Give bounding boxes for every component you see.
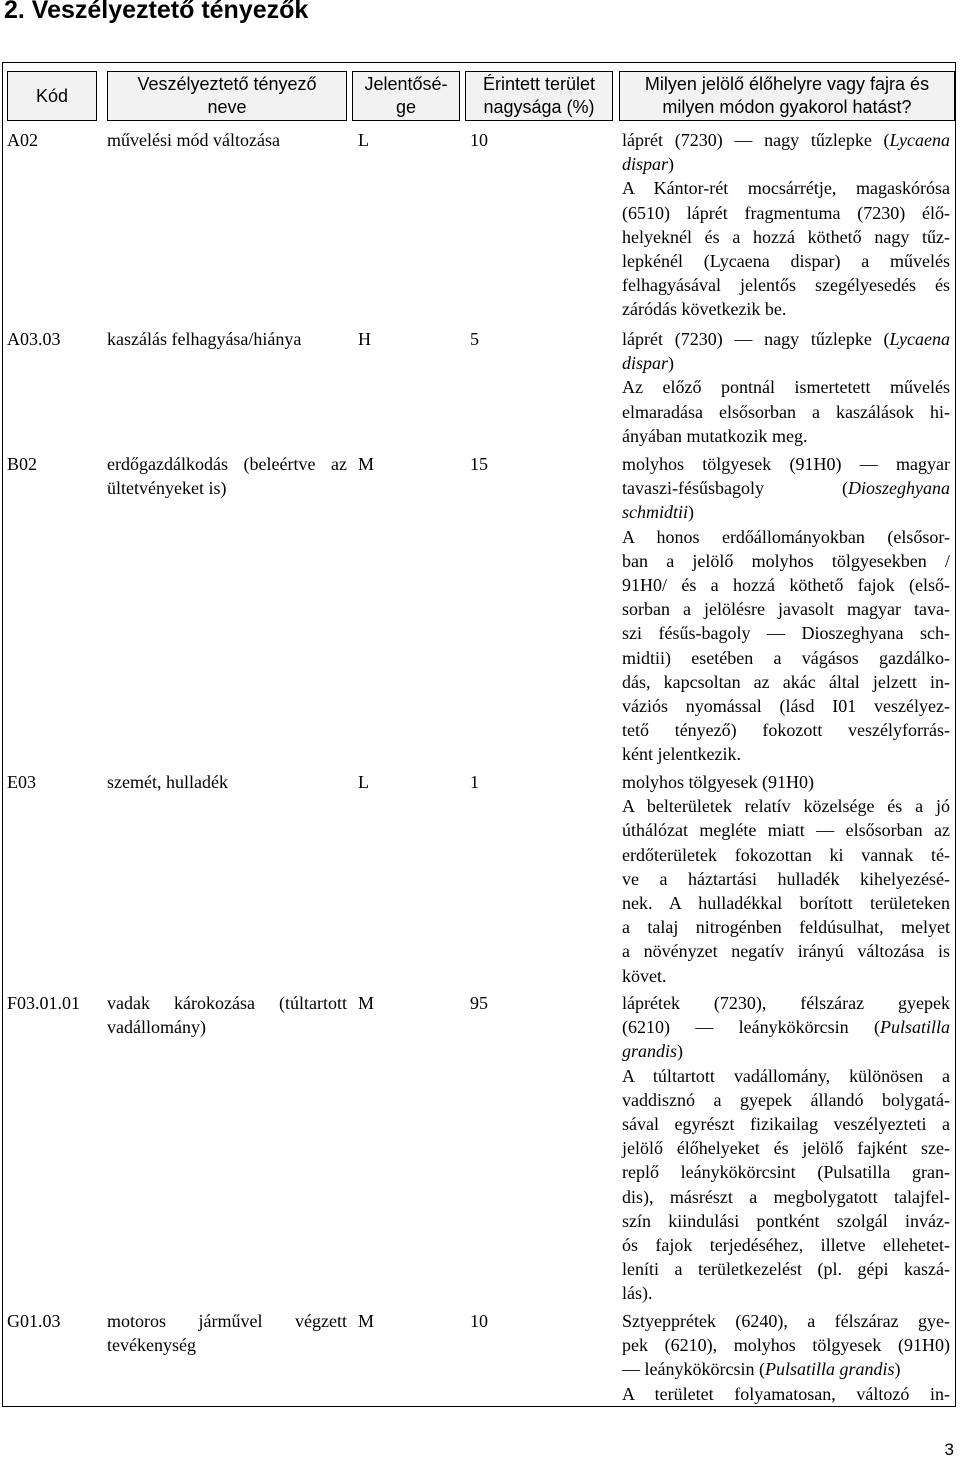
header-impact-line1: Milyen jelölő élőhelyre vagy fajra és [644,74,930,94]
target-text: ) [668,353,675,374]
target-species: dispar [622,353,669,374]
desc-line: leníti a területkezelést (pl. gépi kaszá- [622,1259,950,1280]
desc-line: Az előző pontnál ismertetett művelés [622,377,950,398]
target-species: Pulsatilla grandis [764,1359,895,1380]
target-species: Dioszeghyana [848,478,950,499]
row-impact [622,128,950,322]
target-text: láprét (7230) ― nagy tűzlepke ( [622,130,890,150]
target-species: Lycaena [889,130,950,150]
header-name-line2: neve [207,97,247,117]
row-impact [622,327,950,448]
header-area-line1: Érintett terület [482,74,596,94]
row-area: 95 [470,993,488,1013]
desc-line: lepkénél (Lycaena dispar) a művelés [622,251,950,272]
row-area: 1 [470,772,479,792]
row-impact [622,1309,950,1406]
desc-line: A túltartott vadállomány, különösen a [622,1065,950,1086]
target-line [622,1015,950,1039]
target-species: dispar [622,154,669,175]
target-species: Pulsatilla [879,1017,950,1038]
desc-line: a növényzet negatív irányú változása is [622,941,950,962]
page-number: 3 [944,1440,954,1459]
target-text: ) [668,154,675,175]
target-text: (6210) ― leánykökörcsin ( [622,1017,880,1038]
row-name: vadak károkozása (túltartott vadállomány) [107,993,347,1038]
desc-line: A területet folyamatosan, változó in- [622,1383,950,1404]
target-line [622,327,950,351]
target-species: Lycaena [889,329,950,349]
target-line [622,1357,950,1381]
target-line [622,351,950,375]
row-significance: M [358,993,375,1013]
row-impact [622,770,950,988]
row-code: E03 [7,772,36,792]
target-text: tavaszi-fésűsbagoly ( [622,478,848,499]
row-code: A03.03 [7,329,61,349]
desc-line: 91H0/ és a hozzá köthető fajok (első- [622,575,950,596]
target-text: ― leánykökörcsin ( [622,1359,765,1380]
header-code [7,71,97,121]
header-impact-line2: milyen módon gyakorol hatást? [662,97,912,117]
row-code: B02 [7,454,38,474]
desc-line: jelölő élőhelyeket és jelölő fajként sze- [622,1138,950,1159]
target-text: ) [688,502,694,523]
desc-line: sorban a jelölésre javasolt magyar tava- [622,599,950,620]
row-significance: L [358,772,369,792]
header-significance-line1: Jelentősé- [364,74,448,94]
row-code: G01.03 [7,1311,61,1331]
row-significance: M [358,454,375,474]
target-line [622,128,950,152]
target-line [622,152,950,176]
target-line: molyhos tölgyesek (91H0) [622,772,814,792]
header-significance-line2: ge [395,97,417,117]
desc-line: szín kiindulási pontként szolgál inváz- [622,1210,950,1231]
desc-line: (6510) láprét fragmentuma (7230) élő- [622,202,950,223]
header-impact [619,71,955,121]
header-area-line2: nagysága (%) [483,97,595,117]
target-line [622,476,950,500]
desc-line: A Kántor-rét mocsárrétje, magaskórósa [622,178,950,199]
desc-line: elmaradása elsősorban a kaszálások hi- [622,401,950,422]
desc-line: lás). [622,1283,653,1304]
section-title: 2. Veszélyeztető tényezők [4,0,309,24]
row-area: 10 [470,130,488,150]
desc-line: váziós nyomással (lásd I01 veszélyez- [622,696,950,717]
desc-line: A honos erdőállományokban (elsősor- [622,526,950,547]
header-significance [352,71,460,121]
desc-line: felhagyásával jelentős szegélyesedés és [622,275,950,296]
desc-line: A belterületek relatív közelsége és a jó [622,796,950,817]
desc-line: ként jelentkezik. [622,744,741,765]
desc-line: nek. A hulladékkal borított területeken [622,893,950,914]
row-name: kaszálás felhagyása/hiánya [107,329,302,349]
row-area: 10 [470,1311,488,1331]
header-code-label: Kód [35,85,69,106]
desc-line: midtii) esetében a vágásos gazdálko- [622,647,950,668]
desc-line: ve a háztartási hulladék kihelyezésé- [622,868,950,889]
target-line: Sztyepprétek (6240), a félszáraz gye- [622,1311,950,1331]
desc-line: követ. [622,965,667,986]
desc-line: ban a jelölő molyhos tölgyesekben / [622,550,950,571]
target-line: pek (6210), molyhos tölgyesek (91H0) [622,1335,950,1356]
row-significance: L [358,130,369,150]
row-code: F03.01.01 [7,993,81,1013]
target-line: molyhos tölgyesek (91H0) ― magyar [622,454,950,474]
target-text: ) [677,1041,684,1062]
target-line: láprétek (7230), félszáraz gyepek [622,993,950,1013]
row-name: motoros járművel végzett tevékenység [107,1311,347,1356]
row-name: művelési mód változása [107,130,280,150]
desc-line: szi fésűs-bagoly ― Dioszeghyana sch- [622,623,950,644]
desc-line: ányában mutatkozik meg. [622,425,808,446]
desc-line: erdőterületek fokozottan ki vannak té- [622,844,950,865]
desc-line: vaddisznó a gyepek állandó bolygatá- [622,1089,950,1110]
row-significance: H [358,329,371,349]
row-name: szemét, hulladék [107,772,228,792]
row-code: A02 [7,130,38,150]
target-text: láprét (7230) ― nagy tűzlepke ( [622,329,890,349]
desc-line: dis), másrészt a megbolygatott talajfel- [622,1186,950,1207]
header-name-line1: Veszélyeztető tényező [137,74,317,94]
desc-line: a talaj nitrogénben feldúsulhat, melyet [622,917,950,938]
row-impact [622,991,950,1306]
header-area [465,71,613,121]
desc-line: helyeknél és a hozzá köthető nagy tűz- [622,226,950,247]
desc-line: ós fajok terjedéséhez, illetve ellehetet- [622,1235,950,1256]
target-species: schmidtii [622,502,688,523]
desc-line: dás, kapcsoltan az akác által jelzett in- [622,671,950,692]
header-name [107,71,347,121]
desc-line: sával egyrészt fizikailag veszélyezteti a [622,1114,950,1135]
row-name: erdőgazdálkodás (beleértve az ültetvényeket is) [107,454,347,499]
target-text: ) [894,1359,901,1380]
target-line [622,500,950,524]
row-significance: M [358,1311,375,1331]
row-area: 15 [470,454,488,474]
desc-line: úthálózat megléte miatt ― elsősorban az [622,820,950,841]
target-line [622,1039,950,1063]
desc-line: tető tényező) fokozott veszélyforrás- [622,720,950,741]
row-impact [622,452,950,767]
row-area: 5 [470,329,479,349]
target-species: grandis [622,1041,678,1062]
desc-line: záródás következik be. [622,299,787,320]
desc-line: replő leánykökörcsint (Pulsatilla gran- [622,1162,950,1183]
